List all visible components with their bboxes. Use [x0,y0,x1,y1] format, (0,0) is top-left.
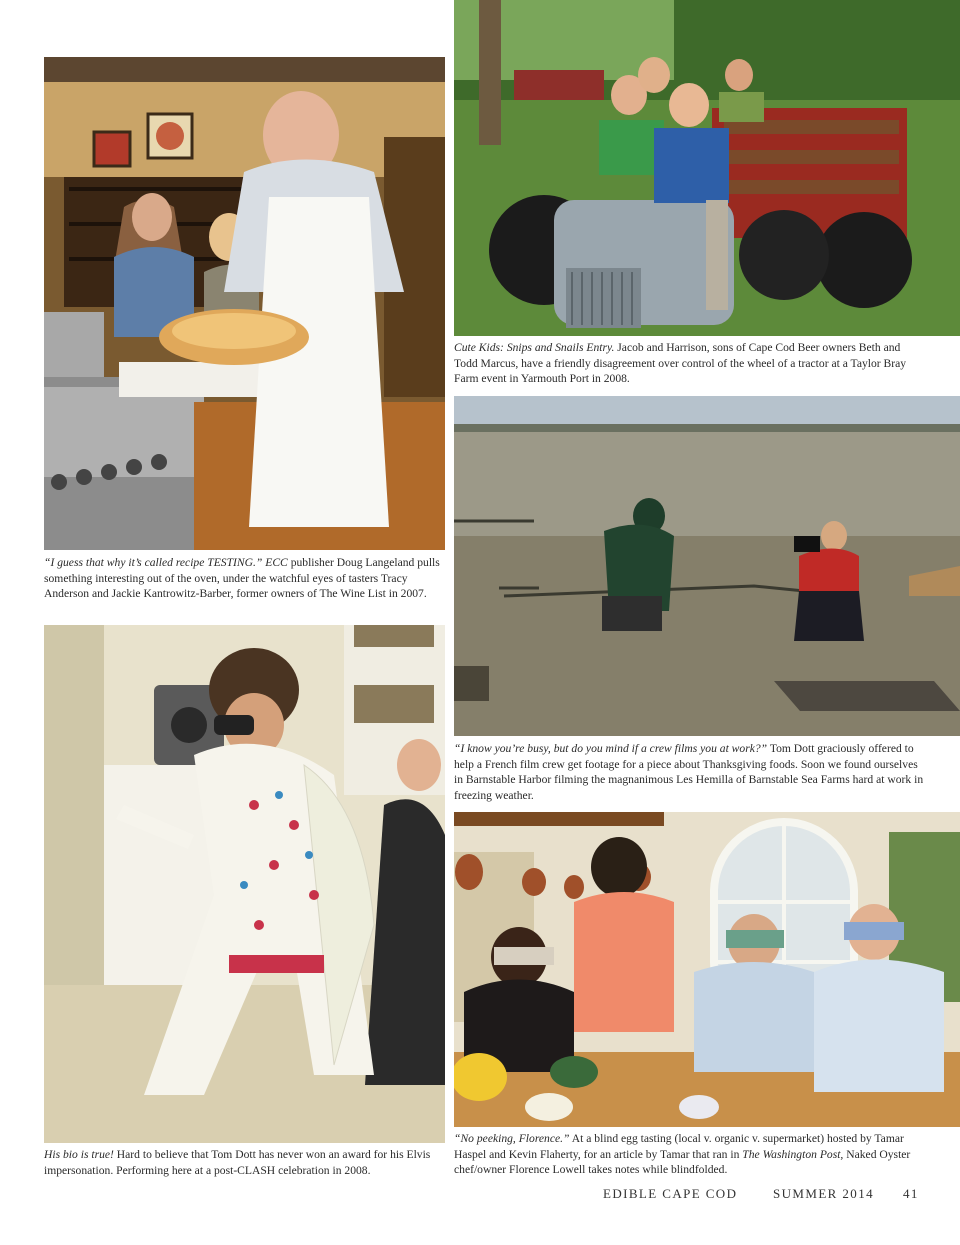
tasting-caption-paper: The Washington Post, [742,1147,844,1161]
harbor-photo [454,396,960,736]
harbor-caption-lead: “I know you’re busy, but do you mind if a crew films you at work?” [454,742,768,755]
tasting-photo [454,812,960,1127]
tractor-photo [454,0,960,336]
elvis-caption-lead: His bio is true! [44,1148,114,1161]
tasting-photo-illustration [454,812,960,1127]
tasting-caption-body-a: At a blind egg tasting (local v. organic v. supermarket) hosted by Tamar Haspel and Kevin Flaherty, for an article by Tamar that ran in [454,1132,904,1161]
harbor-caption [454,741,924,803]
tasting-caption-body-b: Naked Oyster chef/owner Florence Lowell takes notes while blindfolded. [454,1147,911,1177]
elvis-caption-body: Hard to believe that Tom Dott has never won an award for his Elvis impersonation. Performing here at a post-CLASH celebration in 2008. [44,1148,431,1177]
elvis-caption [44,1147,444,1178]
kitchen-caption [44,555,444,602]
tractor-caption-body: Jacob and Harrison, sons of Cape Cod Beer owners Beth and Todd Marcus, have a friendly disagreement over control of the wheel of a tractor at a Taylor Bray Farm event in Yarmouth Port in 2008. [454,341,907,386]
footer-magazine: EDIBLE CAPE COD [603,1186,738,1201]
kitchen-caption-body: publisher Doug Langeland pulls something interesting out of the oven, under the watchful eyes of tasters Tracy Anderson and Jackie Kantrowitz-Barber, former owners of The Wine List in 2007. [44,556,440,601]
elvis-photo [44,625,445,1143]
kitchen-caption-lead: “I guess that why it’s called recipe TESTING.” ECC [44,556,288,569]
tractor-caption [454,340,924,387]
footer-page-number: 41 [903,1186,919,1201]
harbor-photo-illustration [454,396,960,736]
tractor-photo-illustration [454,0,960,336]
footer-issue: SUMMER 2014 [773,1186,874,1201]
tractor-caption-lead: Cute Kids: Snips and Snails Entry. [454,341,615,354]
tasting-caption [454,1131,924,1178]
tasting-caption-lead: “No peeking, Florence.” [454,1132,570,1145]
elvis-photo-illustration [44,625,445,1143]
harbor-caption-body: Tom Dott graciously offered to help a French film crew get footage for a piece about Thanksgiving foods. Soon we found ourselves in Barnstable Harbor filming the magnanimous Les Hemilla of Barnstable Sea Farms hard at work in freezing weather. [454,742,924,802]
kitchen-photo [44,57,445,550]
kitchen-photo-illustration [44,57,445,550]
